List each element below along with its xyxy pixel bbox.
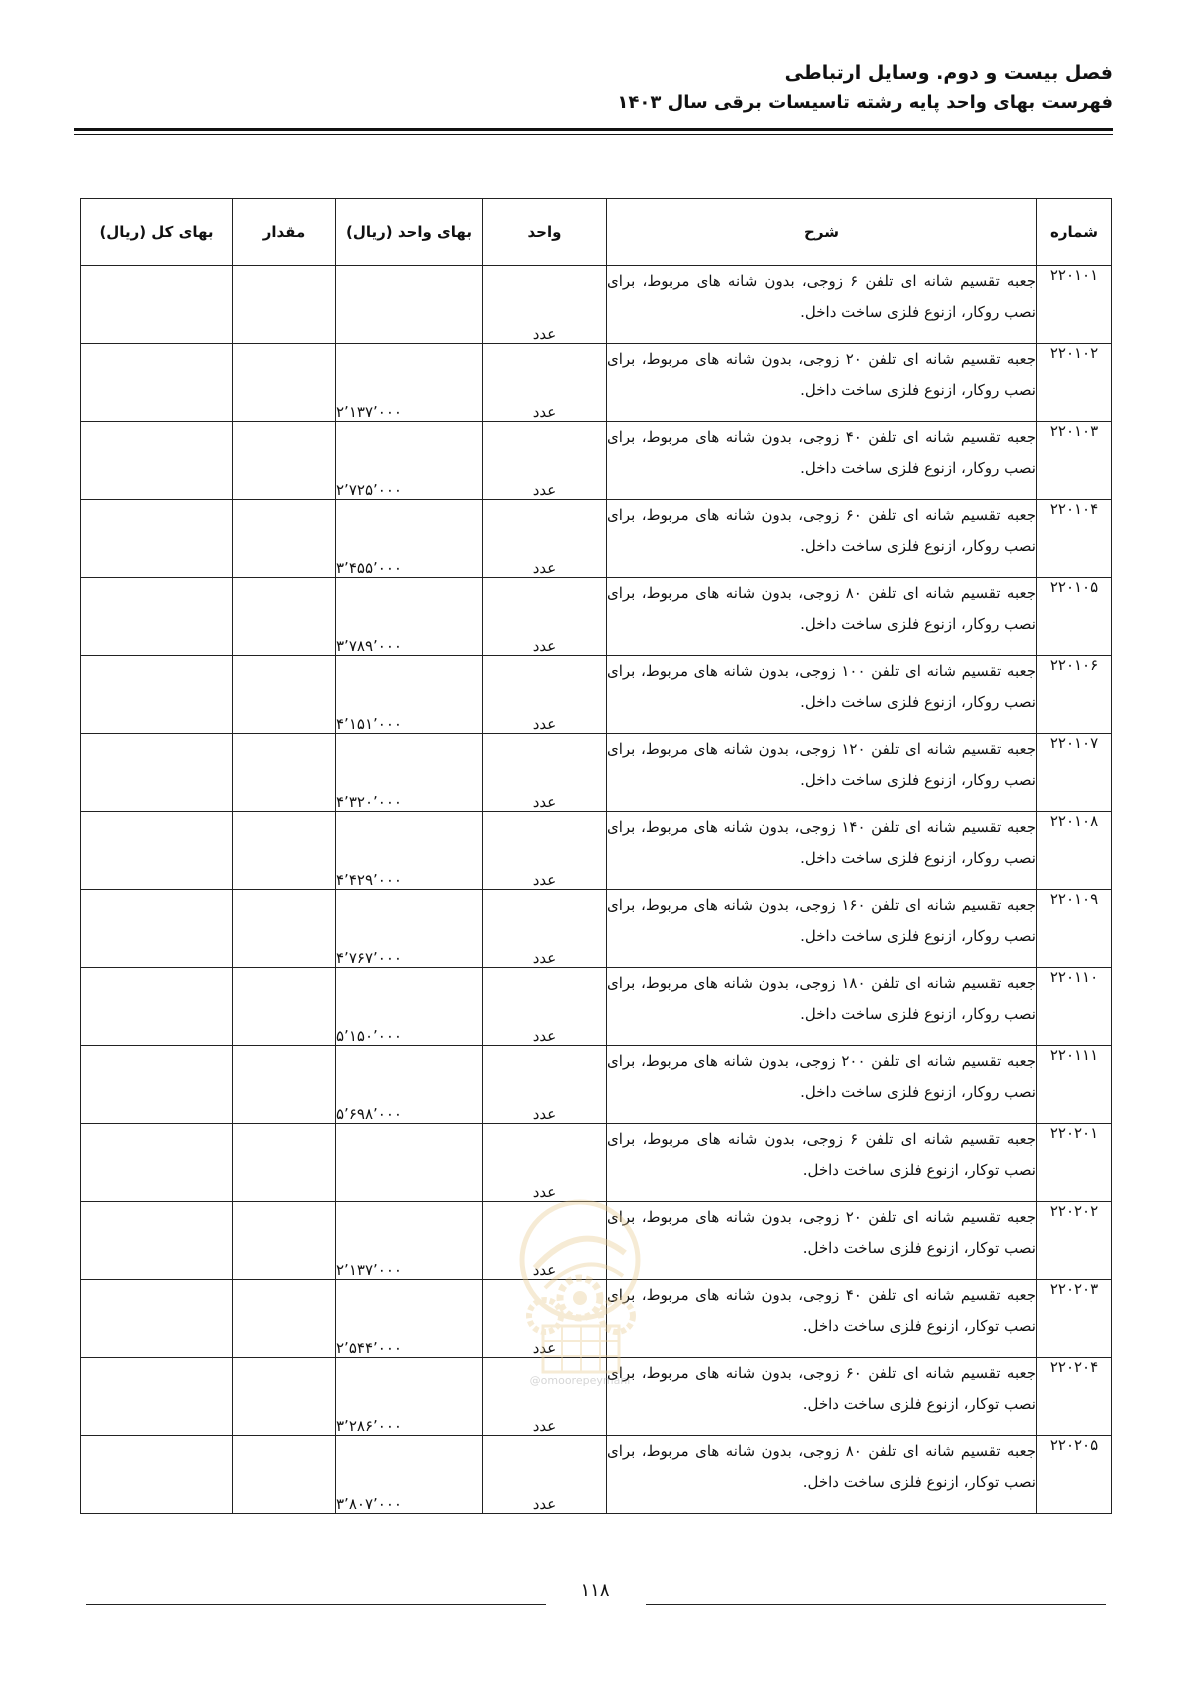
item-unit-price-cell: ۲٬۷۲۵٬۰۰۰ bbox=[336, 422, 483, 500]
item-quantity-cell bbox=[233, 422, 336, 500]
item-quantity-cell bbox=[233, 656, 336, 734]
item-unit-cell: عدد bbox=[483, 1280, 607, 1358]
table-row bbox=[81, 266, 1112, 344]
item-total-price-cell bbox=[81, 266, 233, 344]
page-number: ۱۱۸ bbox=[580, 1580, 610, 1601]
item-unit-cell: عدد bbox=[483, 1202, 607, 1280]
item-quantity-cell bbox=[233, 344, 336, 422]
item-description-cell: جعبه تقسیم شانه ای تلفن ۶۰ زوجی، بدون شانه های مربوط، برای نصب روکار، ازنوع فلزی ساخت داخل. bbox=[607, 500, 1037, 578]
item-description-cell: جعبه تقسیم شانه ای تلفن ۸۰ زوجی، بدون شانه های مربوط، برای نصب توکار، ازنوع فلزی ساخت داخل. bbox=[607, 1436, 1037, 1514]
item-code-cell: ۲۲۰۱۱۰ bbox=[1037, 968, 1112, 1046]
item-quantity-cell bbox=[233, 500, 336, 578]
table-row bbox=[81, 734, 1112, 812]
table-row bbox=[81, 500, 1112, 578]
item-total-price-cell bbox=[81, 1124, 233, 1202]
item-description-cell: جعبه تقسیم شانه ای تلفن ۱۶۰ زوجی، بدون شانه های مربوط، برای نصب روکار، ازنوع فلزی ساخت داخل. bbox=[607, 890, 1037, 968]
item-code-cell: ۲۲۰۲۰۴ bbox=[1037, 1358, 1112, 1436]
item-unit-price-cell: ۴٬۴۲۹٬۰۰۰ bbox=[336, 812, 483, 890]
item-unit-price-cell: ۳٬۲۸۶٬۰۰۰ bbox=[336, 1358, 483, 1436]
item-total-price-cell bbox=[81, 1358, 233, 1436]
item-description-cell: جعبه تقسیم شانه ای تلفن ۲۰۰ زوجی، بدون شانه های مربوط، برای نصب روکار، ازنوع فلزی ساخت داخل. bbox=[607, 1046, 1037, 1124]
item-description-cell: جعبه تقسیم شانه ای تلفن ۶ زوجی، بدون شانه های مربوط، برای نصب توکار، ازنوع فلزی ساخت داخل. bbox=[607, 1124, 1037, 1202]
item-unit-cell: عدد bbox=[483, 890, 607, 968]
item-unit-price-cell: ۴٬۳۲۰٬۰۰۰ bbox=[336, 734, 483, 812]
item-total-price-cell bbox=[81, 656, 233, 734]
item-quantity-cell bbox=[233, 1436, 336, 1514]
item-description-cell: جعبه تقسیم شانه ای تلفن ۶۰ زوجی، بدون شانه های مربوط، برای نصب توکار، ازنوع فلزی ساخت داخل. bbox=[607, 1358, 1037, 1436]
item-unit-price-cell: ۳٬۸۰۷٬۰۰۰ bbox=[336, 1436, 483, 1514]
item-code-cell: ۲۲۰۲۰۳ bbox=[1037, 1280, 1112, 1358]
price-table bbox=[80, 198, 1112, 1514]
item-unit-price-cell: ۲٬۱۳۷٬۰۰۰ bbox=[336, 1202, 483, 1280]
price-table-body bbox=[81, 266, 1112, 1514]
item-unit-price-cell bbox=[336, 266, 483, 344]
item-unit-cell: عدد bbox=[483, 1124, 607, 1202]
item-code-cell: ۲۲۰۱۰۵ bbox=[1037, 578, 1112, 656]
table-row bbox=[81, 1124, 1112, 1202]
table-row bbox=[81, 812, 1112, 890]
item-unit-price-cell: ۴٬۷۶۷٬۰۰۰ bbox=[336, 890, 483, 968]
item-quantity-cell bbox=[233, 1358, 336, 1436]
item-unit-cell: عدد bbox=[483, 266, 607, 344]
watermark-handle: @omoorepeymani bbox=[529, 1374, 631, 1387]
item-description-cell: جعبه تقسیم شانه ای تلفن ۱۲۰ زوجی، بدون شانه های مربوط، برای نصب روکار، ازنوع فلزی ساخت داخل. bbox=[607, 734, 1037, 812]
item-total-price-cell bbox=[81, 1280, 233, 1358]
item-total-price-cell bbox=[81, 1202, 233, 1280]
item-code-cell: ۲۲۰۱۰۷ bbox=[1037, 734, 1112, 812]
item-unit-cell: عدد bbox=[483, 812, 607, 890]
item-quantity-cell bbox=[233, 266, 336, 344]
table-row bbox=[81, 344, 1112, 422]
item-description-cell: جعبه تقسیم شانه ای تلفن ۱۰۰ زوجی، بدون شانه های مربوط، برای نصب روکار، ازنوع فلزی ساخت داخل. bbox=[607, 656, 1037, 734]
item-total-price-cell bbox=[81, 1436, 233, 1514]
item-quantity-cell bbox=[233, 1202, 336, 1280]
table-row bbox=[81, 1202, 1112, 1280]
item-total-price-cell bbox=[81, 890, 233, 968]
item-unit-price-cell: ۲٬۵۴۴٬۰۰۰ bbox=[336, 1280, 483, 1358]
item-total-price-cell bbox=[81, 812, 233, 890]
price-table-header bbox=[81, 199, 1112, 266]
item-quantity-cell bbox=[233, 812, 336, 890]
item-unit-cell: عدد bbox=[483, 344, 607, 422]
item-unit-cell: عدد bbox=[483, 734, 607, 812]
item-quantity-cell bbox=[233, 890, 336, 968]
item-total-price-cell bbox=[81, 578, 233, 656]
item-code-cell: ۲۲۰۱۰۳ bbox=[1037, 422, 1112, 500]
item-total-price-cell bbox=[81, 734, 233, 812]
item-code-cell: ۲۲۰۱۰۲ bbox=[1037, 344, 1112, 422]
item-unit-cell: عدد bbox=[483, 1046, 607, 1124]
table-row bbox=[81, 1436, 1112, 1514]
item-quantity-cell bbox=[233, 968, 336, 1046]
footer-rule-left bbox=[86, 1604, 546, 1605]
header-row bbox=[81, 199, 1112, 266]
item-description-cell: جعبه تقسیم شانه ای تلفن ۱۸۰ زوجی، بدون شانه های مربوط، برای نصب روکار، ازنوع فلزی ساخت داخل. bbox=[607, 968, 1037, 1046]
table-row bbox=[81, 422, 1112, 500]
item-code-cell: ۲۲۰۱۰۸ bbox=[1037, 812, 1112, 890]
table-row bbox=[81, 890, 1112, 968]
item-description-cell: جعبه تقسیم شانه ای تلفن ۸۰ زوجی، بدون شانه های مربوط، برای نصب روکار، ازنوع فلزی ساخت داخل. bbox=[607, 578, 1037, 656]
item-unit-price-cell: ۵٬۱۵۰٬۰۰۰ bbox=[336, 968, 483, 1046]
chapter-title: فصل بیست و دوم. وسایل ارتباطی bbox=[784, 62, 1113, 84]
table-row bbox=[81, 1280, 1112, 1358]
item-quantity-cell bbox=[233, 1280, 336, 1358]
item-code-cell: ۲۲۰۱۰۴ bbox=[1037, 500, 1112, 578]
item-total-price-cell bbox=[81, 1046, 233, 1124]
header-rule-thick bbox=[74, 128, 1113, 131]
item-unit-cell: عدد bbox=[483, 422, 607, 500]
item-total-price-cell bbox=[81, 422, 233, 500]
item-unit-cell: عدد bbox=[483, 1358, 607, 1436]
item-code-cell: ۲۲۰۲۰۲ bbox=[1037, 1202, 1112, 1280]
item-total-price-cell bbox=[81, 344, 233, 422]
item-description-cell: جعبه تقسیم شانه ای تلفن ۱۴۰ زوجی، بدون شانه های مربوط، برای نصب روکار، ازنوع فلزی ساخت داخل. bbox=[607, 812, 1037, 890]
item-unit-cell: عدد bbox=[483, 578, 607, 656]
table-row bbox=[81, 968, 1112, 1046]
price-list-title: فهرست بهای واحد پایه رشته تاسیسات برقی سال ۱۴۰۳ bbox=[617, 92, 1113, 113]
item-unit-price-cell: ۲٬۱۳۷٬۰۰۰ bbox=[336, 344, 483, 422]
item-total-price-cell bbox=[81, 500, 233, 578]
item-code-cell: ۲۲۰۲۰۱ bbox=[1037, 1124, 1112, 1202]
table-row bbox=[81, 1046, 1112, 1124]
table-row bbox=[81, 578, 1112, 656]
item-unit-cell: عدد bbox=[483, 500, 607, 578]
item-unit-price-cell bbox=[336, 1124, 483, 1202]
item-unit-cell: عدد bbox=[483, 656, 607, 734]
item-unit-price-cell: ۵٬۶۹۸٬۰۰۰ bbox=[336, 1046, 483, 1124]
footer-rule-right bbox=[646, 1604, 1106, 1605]
header-rule-thin bbox=[74, 134, 1113, 135]
column-header-unit-price: بهای واحد (ریال) bbox=[336, 199, 483, 266]
table-row bbox=[81, 1358, 1112, 1436]
item-quantity-cell bbox=[233, 734, 336, 812]
column-header-unit: واحد bbox=[483, 199, 607, 266]
item-total-price-cell bbox=[81, 968, 233, 1046]
item-description-cell: جعبه تقسیم شانه ای تلفن ۶ زوجی، بدون شانه های مربوط، برای نصب روکار، ازنوع فلزی ساخت داخل. bbox=[607, 266, 1037, 344]
item-description-cell: جعبه تقسیم شانه ای تلفن ۴۰ زوجی، بدون شانه های مربوط، برای نصب روکار، ازنوع فلزی ساخت داخل. bbox=[607, 422, 1037, 500]
item-quantity-cell bbox=[233, 1046, 336, 1124]
item-code-cell: ۲۲۰۲۰۵ bbox=[1037, 1436, 1112, 1514]
item-code-cell: ۲۲۰۱۱۱ bbox=[1037, 1046, 1112, 1124]
item-unit-price-cell: ۳٬۷۸۹٬۰۰۰ bbox=[336, 578, 483, 656]
column-header-code: شماره bbox=[1037, 199, 1112, 266]
item-unit-cell: عدد bbox=[483, 968, 607, 1046]
item-code-cell: ۲۲۰۱۰۶ bbox=[1037, 656, 1112, 734]
item-unit-price-cell: ۴٬۱۵۱٬۰۰۰ bbox=[336, 656, 483, 734]
item-quantity-cell bbox=[233, 1124, 336, 1202]
page-header bbox=[74, 58, 1113, 118]
item-quantity-cell bbox=[233, 578, 336, 656]
item-description-cell: جعبه تقسیم شانه ای تلفن ۲۰ زوجی، بدون شانه های مربوط، برای نصب روکار، ازنوع فلزی ساخت داخل. bbox=[607, 344, 1037, 422]
column-header-quantity: مقدار bbox=[233, 199, 336, 266]
item-description-cell: جعبه تقسیم شانه ای تلفن ۲۰ زوجی، بدون شانه های مربوط، برای نصب توکار، ازنوع فلزی ساخت داخل. bbox=[607, 1202, 1037, 1280]
item-code-cell: ۲۲۰۱۰۱ bbox=[1037, 266, 1112, 344]
table-row bbox=[81, 656, 1112, 734]
column-header-total-price: بهای کل (ریال) bbox=[81, 199, 233, 266]
item-unit-cell: عدد bbox=[483, 1436, 607, 1514]
item-code-cell: ۲۲۰۱۰۹ bbox=[1037, 890, 1112, 968]
item-unit-price-cell: ۳٬۴۵۵٬۰۰۰ bbox=[336, 500, 483, 578]
item-description-cell: جعبه تقسیم شانه ای تلفن ۴۰ زوجی، بدون شانه های مربوط، برای نصب توکار، ازنوع فلزی ساخت داخل. bbox=[607, 1280, 1037, 1358]
column-header-description: شرح bbox=[607, 199, 1037, 266]
